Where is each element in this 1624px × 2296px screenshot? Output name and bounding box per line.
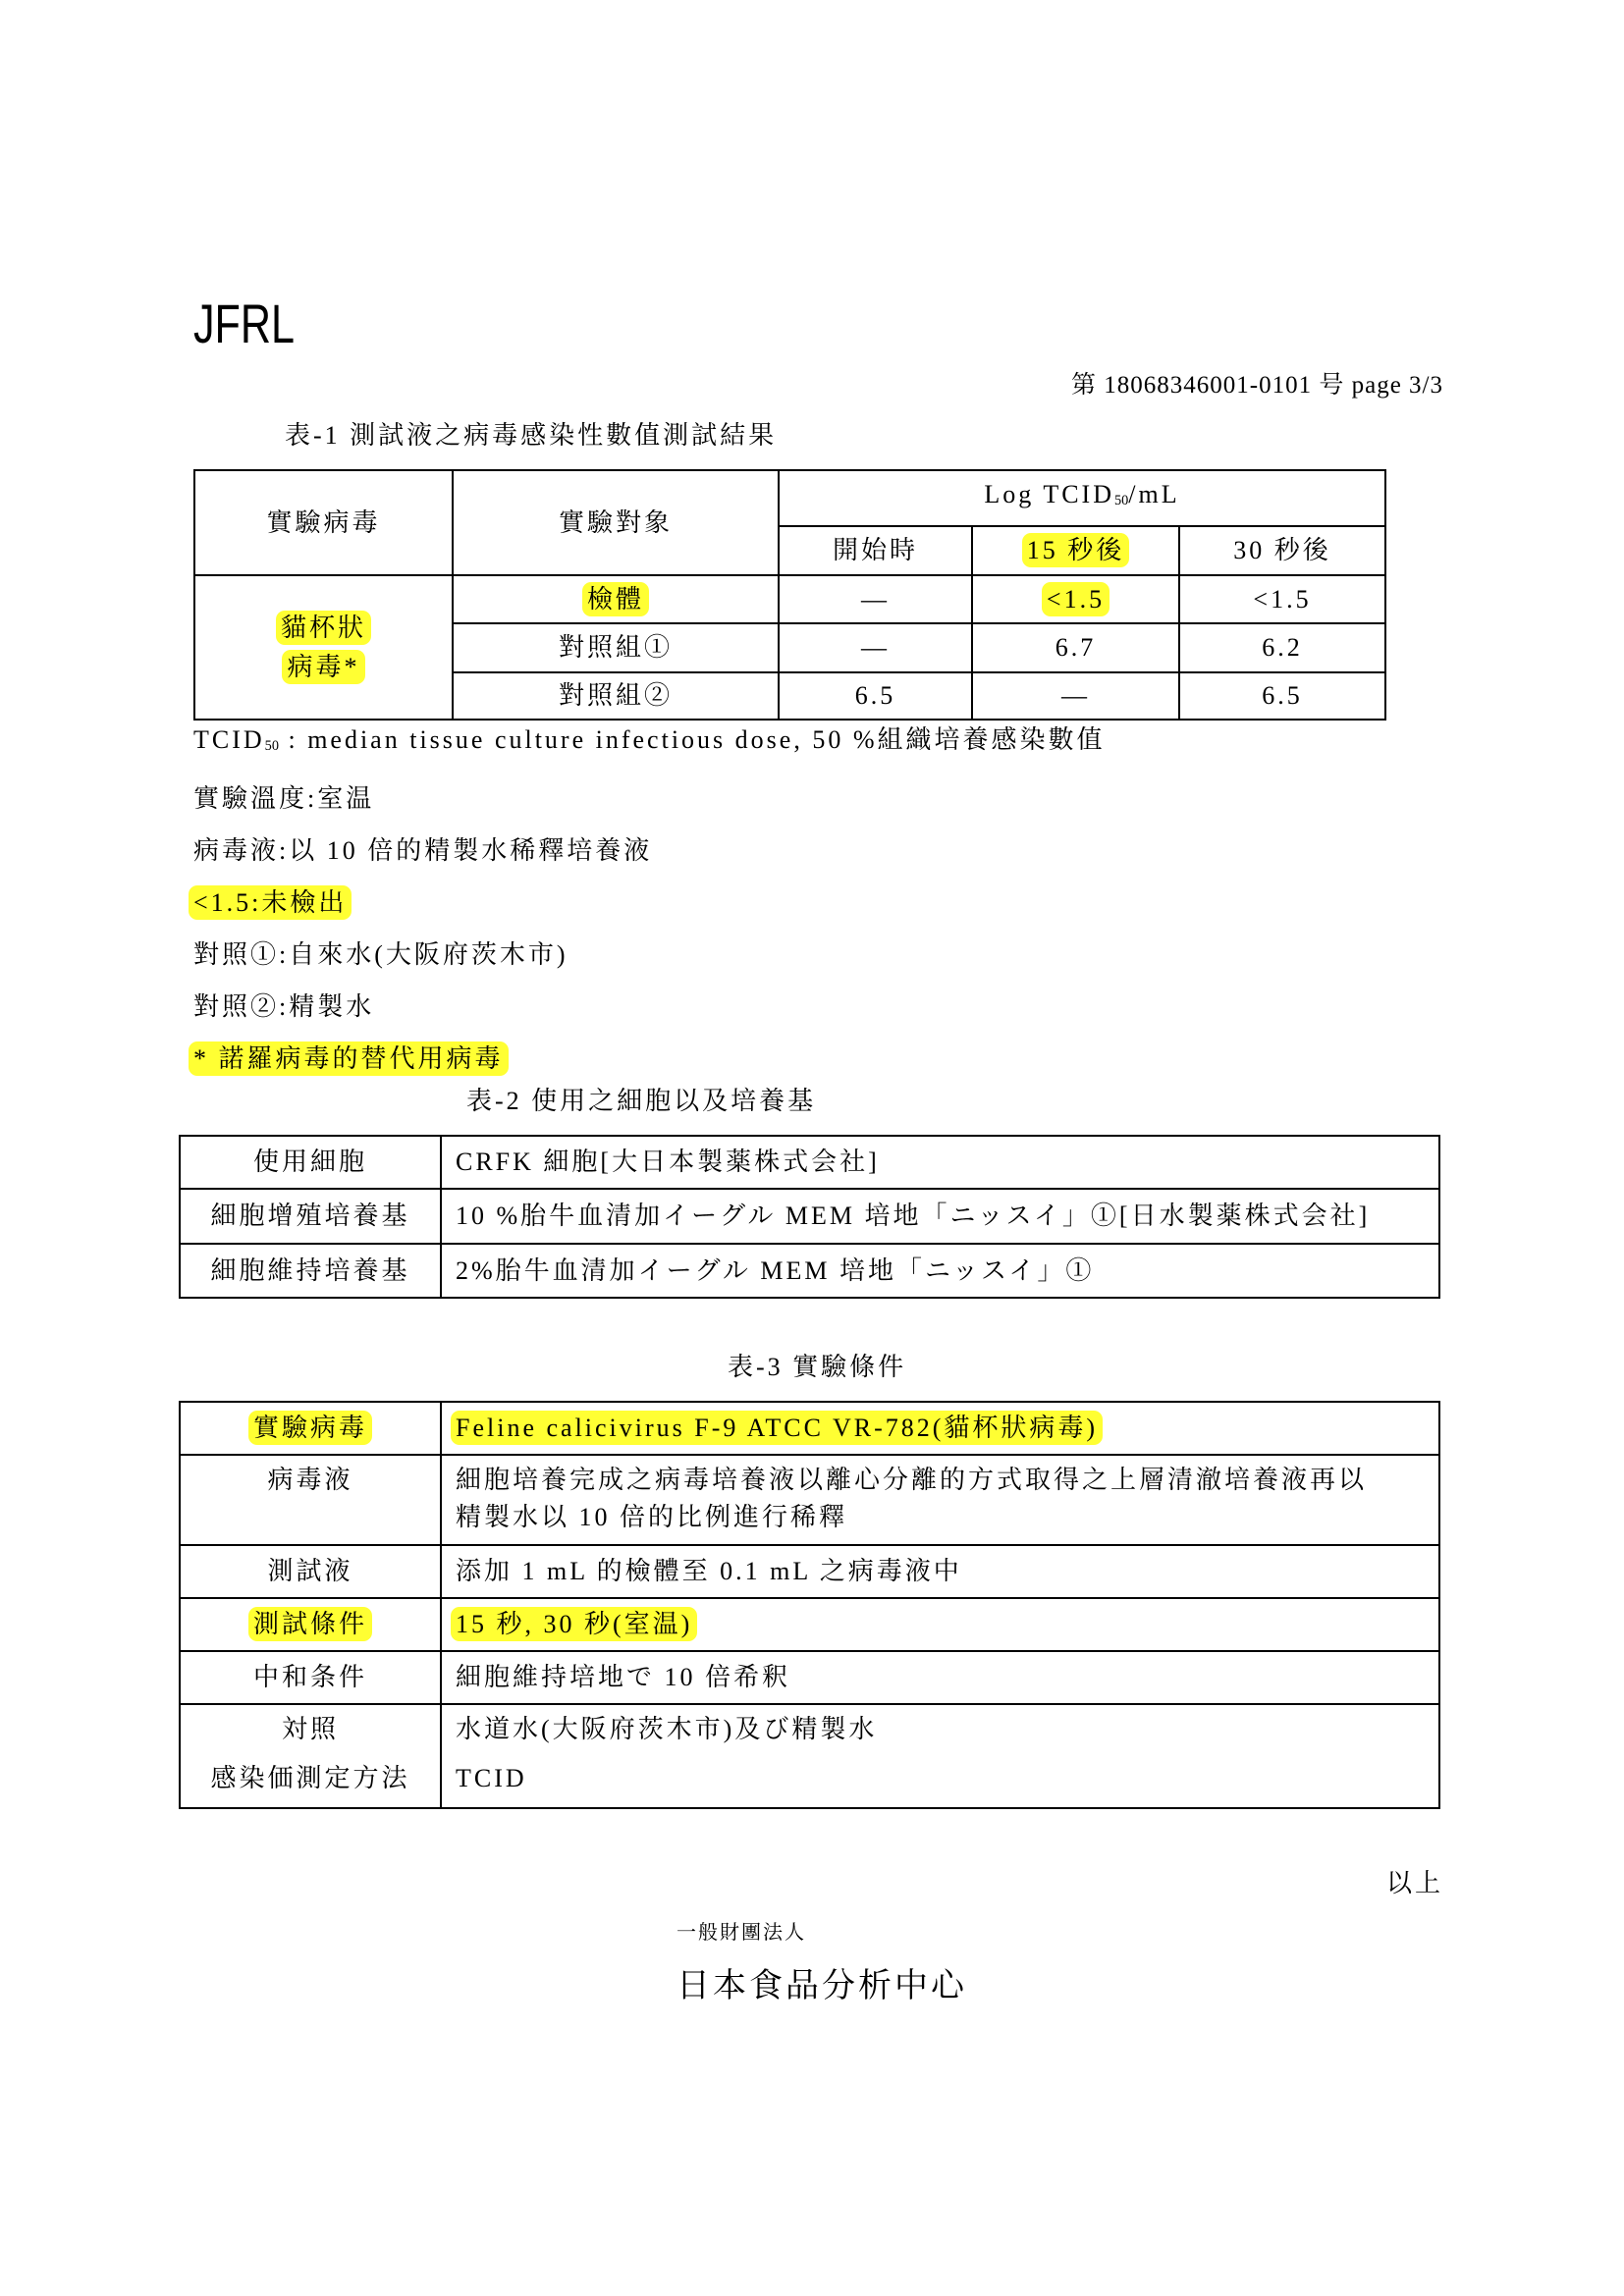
- value-cell: —: [779, 575, 972, 623]
- row-value: 細胞維持培地で 10 倍希釈: [441, 1651, 1439, 1704]
- row-label: 細胞增殖培養基: [180, 1189, 441, 1244]
- label-line: 感染価測定方法: [210, 1764, 410, 1792]
- table-row: [194, 575, 1385, 623]
- table1-header-row: [194, 470, 1385, 526]
- row-label: 使用細胞: [180, 1136, 441, 1189]
- header-subject: 實驗對象: [453, 470, 779, 575]
- jfrl-logo: JFRL: [193, 293, 296, 354]
- virus-name-line-1: 貓杯狀: [276, 611, 371, 645]
- row-label: 中和条件: [180, 1651, 441, 1704]
- subject-cell: 對照組②: [453, 672, 779, 720]
- table-row: [180, 1244, 1439, 1298]
- row-value: 10 %胎牛血清加イーグル MEM 培地「ニッスイ」①[日水製薬株式会社]: [441, 1189, 1439, 1244]
- note-not-detected: [193, 877, 1105, 929]
- organization-type: 一般財團法人: [677, 1922, 806, 1944]
- row-label: 病毒液: [180, 1455, 441, 1545]
- highlight-sample-15s: <1.5: [1042, 582, 1110, 616]
- value-cell: 6.5: [779, 672, 972, 720]
- highlight-15s: 15 秒後: [1022, 533, 1130, 567]
- note-control-1: 對照①:自來水(大阪府茨木市): [193, 940, 568, 970]
- note-tcid-text: : median tissue culture infectious dose, 50 %組織培養感染數值: [278, 725, 1106, 754]
- header-log-tcid-subscript: 50: [1113, 493, 1129, 509]
- value-cell: 6.5: [1179, 672, 1385, 720]
- table-row: [180, 1136, 1439, 1189]
- note-control-2: 對照②:精製水: [193, 992, 375, 1022]
- row-label: [180, 1598, 441, 1651]
- test-conditions-table: [179, 1401, 1440, 1809]
- table2-caption: 表-2 使用之細胞以及培養基: [466, 1087, 817, 1115]
- note-virus-solution: 病毒液:以 10 倍的精製水稀釋培養液: [193, 836, 653, 866]
- header-log-tcid-prefix: Log TCID: [984, 480, 1114, 509]
- value-cell: <1.5: [1179, 575, 1385, 623]
- header-time-30s: 30 秒後: [1179, 526, 1385, 575]
- header-virus: 實驗病毒: [194, 470, 453, 575]
- table3-caption: 表-3 實驗條件: [728, 1353, 907, 1381]
- organization-name: 日本食品分析中心: [677, 1968, 967, 2004]
- table-row: [180, 1704, 1439, 1808]
- row-label: [180, 1402, 441, 1455]
- note-tcid-definition: [193, 714, 1105, 773]
- header-log-tcid50: [779, 470, 1385, 526]
- virus-name-cell: [194, 575, 453, 720]
- subject-sample: 檢體: [582, 582, 649, 616]
- table-row: [180, 1189, 1439, 1244]
- cells-and-media-table: [179, 1135, 1440, 1299]
- label-test-virus: 實驗病毒: [248, 1411, 372, 1445]
- row-label: 細胞維持培養基: [180, 1244, 441, 1298]
- value-line: 細胞培養完成之病毒培養液以離心分離的方式取得之上層清澈培養液再以: [456, 1466, 1368, 1494]
- row-value: [441, 1402, 1439, 1455]
- note-surrogate-virus: [193, 1033, 1105, 1085]
- value-cell: 6.2: [1179, 623, 1385, 672]
- note-tcid-label: TCID: [193, 725, 265, 754]
- row-value: [441, 1455, 1439, 1545]
- virus-name-line-2: 病毒*: [282, 650, 364, 684]
- value-cell: 6.7: [972, 623, 1179, 672]
- table-row: [180, 1545, 1439, 1598]
- note-not-detected-text: <1.5:未檢出: [189, 885, 352, 920]
- value-cell: —: [972, 672, 1179, 720]
- value-cell: —: [779, 623, 972, 672]
- value-cell: [972, 575, 1179, 623]
- table-row: [180, 1598, 1439, 1651]
- header-time-15s: [972, 526, 1179, 575]
- value-line: 水道水(大阪府茨木市)及び精製水: [456, 1715, 878, 1743]
- label-test-conditions: 測試條件: [248, 1607, 372, 1641]
- header-time-start: 開始時: [779, 526, 972, 575]
- note-temperature: 實驗溫度:室温: [193, 784, 375, 814]
- table-row: [180, 1455, 1439, 1545]
- table-row: [180, 1651, 1439, 1704]
- table-row: [180, 1402, 1439, 1455]
- subject-cell: [453, 575, 779, 623]
- row-label: 測試液: [180, 1545, 441, 1598]
- row-value: 添加 1 mL 的檢體至 0.1 mL 之病毒液中: [441, 1545, 1439, 1598]
- row-value: [441, 1704, 1439, 1808]
- header-log-tcid-unit: /mL: [1128, 480, 1180, 509]
- row-value: CRFK 細胞[大日本製薬株式会社]: [441, 1136, 1439, 1189]
- row-value: [441, 1598, 1439, 1651]
- row-value: 2%胎牛血清加イーグル MEM 培地「ニッスイ」①: [441, 1244, 1439, 1298]
- note-tcid-subscript: 50: [264, 738, 279, 755]
- value-test-conditions: 15 秒, 30 秒(室温): [451, 1607, 697, 1641]
- note-surrogate-virus-text: * 諾羅病毒的替代用病毒: [189, 1041, 509, 1076]
- row-label: [180, 1704, 441, 1808]
- notes: [193, 714, 1105, 1085]
- label-line: 対照: [281, 1715, 339, 1743]
- value-line: 精製水以 10 倍的比例進行稀釋: [456, 1503, 848, 1531]
- end-mark: 以上: [1385, 1869, 1443, 1897]
- infectivity-results-table: [193, 469, 1386, 721]
- table1-caption: 表-1 測試液之病毒感染性數值測試結果: [285, 421, 778, 450]
- value-test-virus: Feline calicivirus F-9 ATCC VR-782(貓杯狀病毒): [451, 1411, 1103, 1445]
- document-number: 第 18068346001-0101 号 page 3/3: [1071, 372, 1443, 399]
- subject-cell: 對照組①: [453, 623, 779, 672]
- value-line: TCID: [456, 1764, 527, 1792]
